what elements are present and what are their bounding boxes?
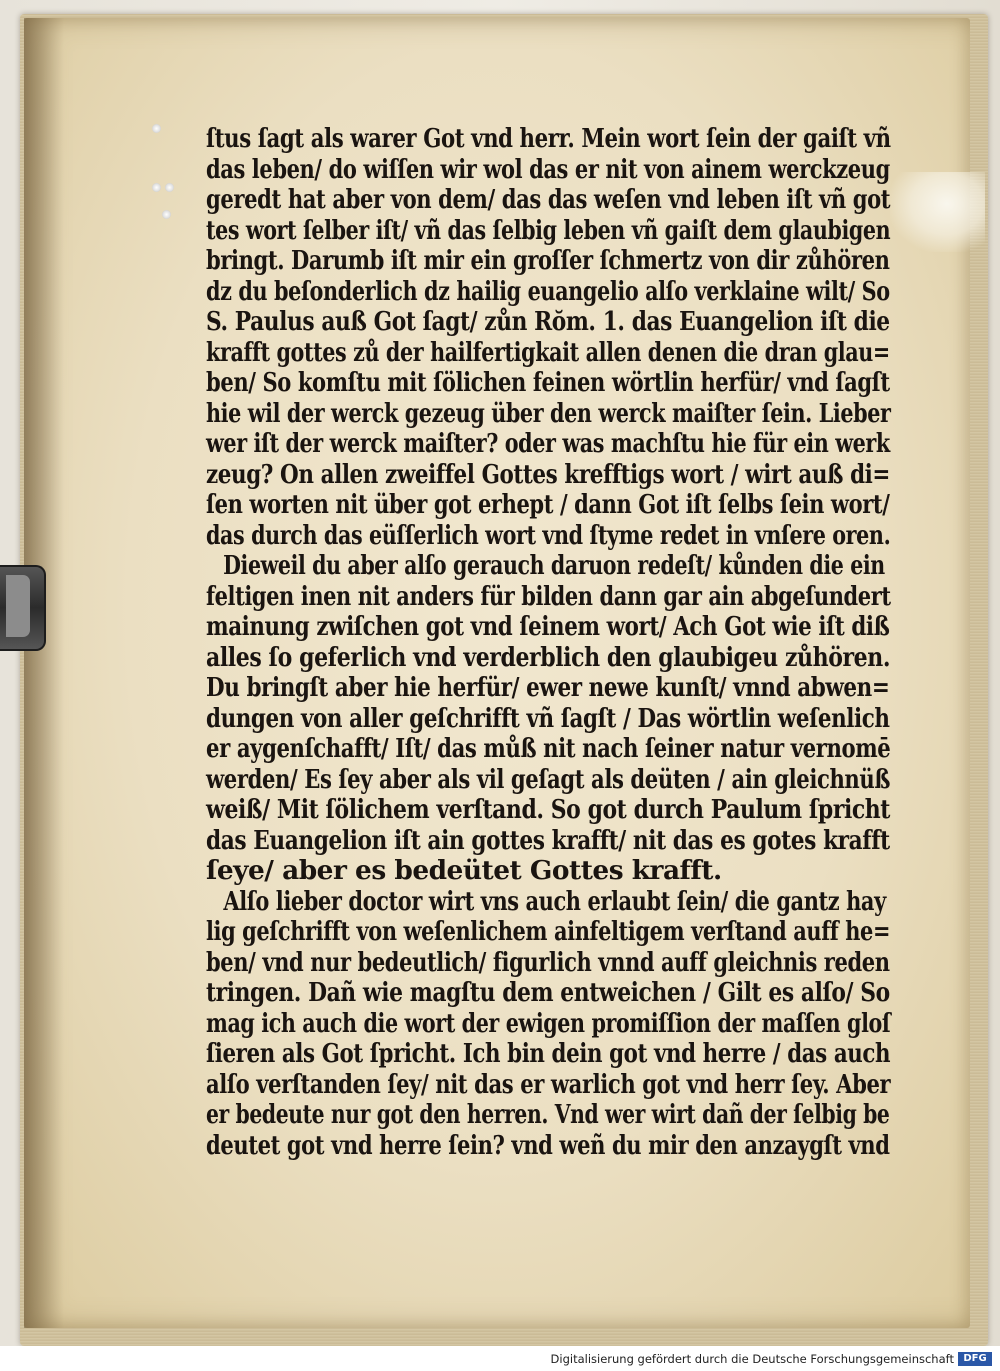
text-line: mainung zwiſchen got vnd ſeinem wort/ Ach Got wie iſt diß	[206, 611, 890, 642]
text-line: ben/ So komſtu mit ſölichen feinen wörtlin herfür/ vnd ſagſt	[206, 367, 890, 398]
text-line: lig geſchrifft von weſenlichem ainfeltigem verſtand auff he=	[206, 916, 891, 947]
text-line: ben/ vnd nur bedeutlich/ figurlich vnnd auff gleichnis reden	[206, 946, 890, 978]
text-line: das durch das eüſſerlich wort vnd ſtyme redet in vnſere oren.	[206, 519, 891, 551]
worm-hole	[152, 183, 161, 192]
funding-credit: Digitalisierung gefördert durch die Deutsche Forschungsgemeinschaft	[550, 1352, 954, 1366]
text-line: tes wort ſelber iſt/ vñ das ſelbig leben vñ gaiſt dem glaubigen	[206, 214, 891, 246]
text-line: dz du beſonderlich dz hailig euangelio alſo verklaine wilt/ So	[206, 275, 890, 307]
page-clip	[0, 565, 46, 651]
text-line: er bedeute nur got den herren. Vnd wer wirt dañ der ſelbig be	[206, 1099, 890, 1130]
text-line: Dieweil du aber alſo gerauch daruon redeſt/ kůnden die ein	[223, 550, 885, 581]
text-line: wer iſt der werck maiſter? oder was machſtu hie für ein werk	[206, 428, 890, 459]
paper-stain	[890, 172, 985, 252]
text-line: S. Paulus auß Got ſagt/ zůn Rŏm. 1. das Euangelion iſt die	[206, 306, 890, 337]
text-line: ſtus ſagt als warer Got vnd herr. Mein wort ſein der gaiſt vñ	[206, 123, 891, 154]
text-line: zeug? On allen zweiffel Gottes krefftigs wort / wirt auß di=	[206, 458, 890, 490]
footer-bar	[0, 1346, 1000, 1371]
worm-hole	[162, 210, 171, 219]
text-line: Du bringſt aber hie herfür/ ewer newe kunſt/ vnnd abwen=	[206, 672, 890, 703]
dfg-logo: DFG	[958, 1352, 992, 1366]
worm-hole	[165, 183, 174, 192]
page-text-block	[206, 124, 890, 1161]
text-line: tringen. Dañ wie magſtu dem entweichen / Gilt es alſo/ So	[206, 977, 890, 1008]
text-line: dungen von aller geſchrifft vñ ſagſt / Das wörtlin weſenlich	[206, 702, 890, 734]
text-line: er aygenſchafft/ Iſt/ das můß nit nach ſeiner natur vernomē	[206, 733, 891, 764]
worm-hole	[152, 124, 161, 133]
text-line: geredt hat aber von dem/ das das weſen vnd leben iſt vñ got	[206, 184, 891, 215]
text-line: das leben/ do wiſſen wir wol das er nit von ainem werckzeug	[206, 153, 890, 185]
text-line: hie wil der werck gezeug über den werck maiſter ſein. Lieber	[206, 397, 891, 429]
text-line: ſen worten nit über got erhept / dann Got iſt ſelbs ſein wort/	[206, 489, 890, 520]
text-line: bringt. Darumb iſt mir ein groſſer ſchmertz von dir zůhören	[206, 245, 890, 276]
text-line: ſieren als Got ſpricht. Ich bin dein got vnd herre / das auch	[206, 1038, 891, 1069]
text-line: krafft gottes zů der hailfertigkait allen denen die dran glau=	[206, 336, 890, 368]
text-line: deutet got vnd herre ſein? vnd weñ du mir den anzaygſt vnd	[206, 1129, 890, 1161]
text-line: ſeye/ aber es bedeütet Gottes krafft.	[206, 855, 722, 886]
text-line: werden/ Es ſey aber als vil geſagt als deüten / ain gleichnüß	[206, 763, 891, 795]
text-line: Alſo lieber doctor wirt vns auch erlaubt ſein/ die gantz hay	[223, 885, 886, 917]
text-line: das Euangelion iſt ain gottes krafft/ nit das es gotes krafft	[206, 824, 890, 856]
text-line: mag ich auch die wort der ewigen promiſſion der maſſen gloſ	[206, 1007, 891, 1039]
text-line: weiß/ Mit ſölichem verſtand. So got durch Paulum ſpricht	[206, 794, 890, 825]
text-line: feltigen inen nit anders für bilden dann gar ain abgeſundert	[206, 580, 891, 612]
text-line: alles ſo geferlich vnd verderblich den glaubigeu zůhören.	[206, 641, 891, 673]
binding-shadow	[24, 18, 64, 1328]
text-line: alſo verſtanden ſey/ nit das er warlich got vnd herr ſey. Aber	[206, 1068, 891, 1100]
